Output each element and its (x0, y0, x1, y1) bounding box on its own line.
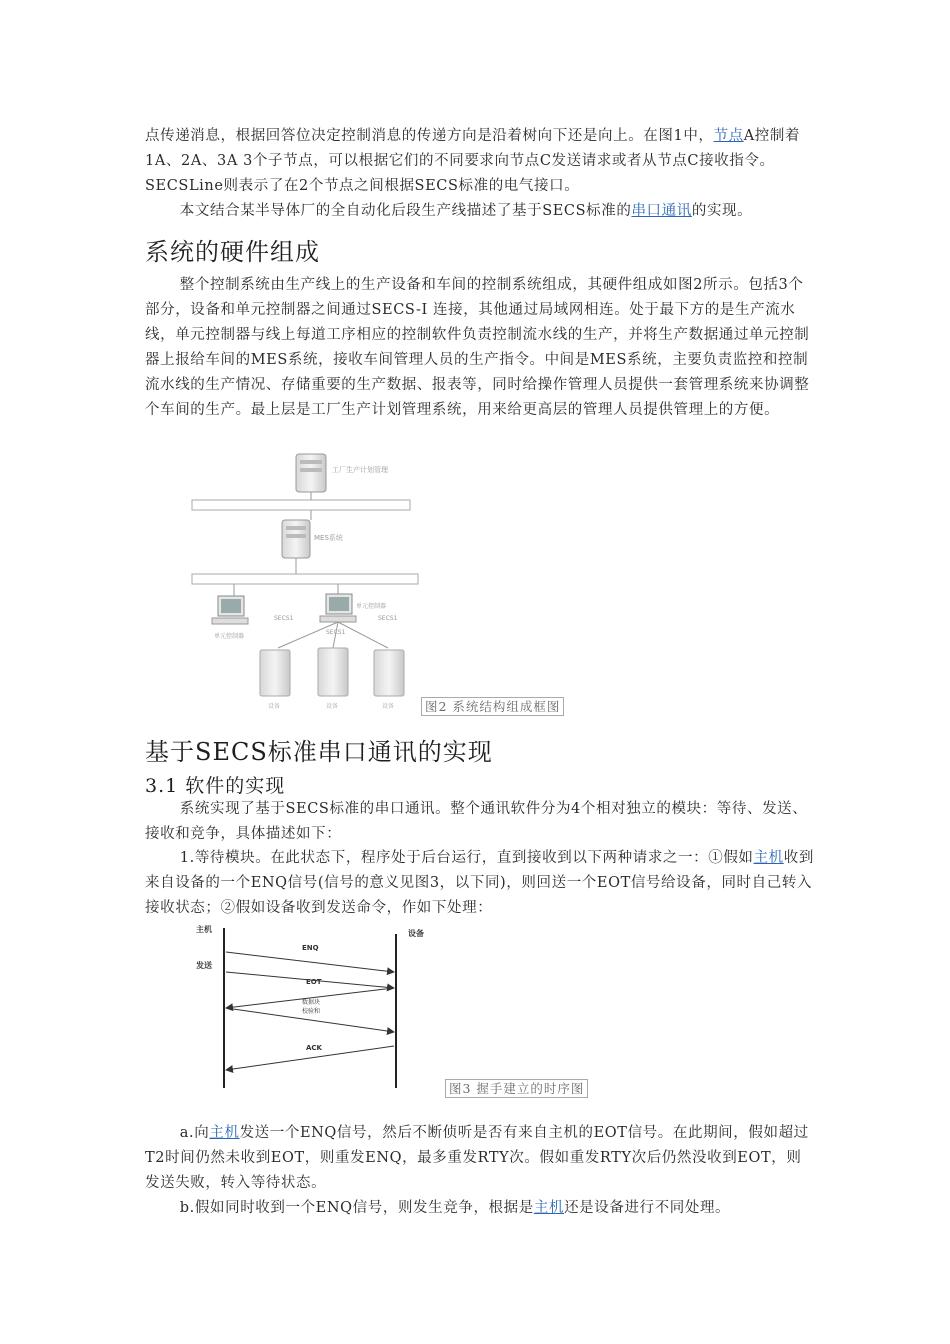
lan-bus-mid (192, 574, 418, 584)
link-host[interactable]: 主机 (753, 850, 784, 866)
unit-controller-mid-icon (320, 594, 356, 622)
text-run: 收到来自设备的一个ENQ信号(信号的意义见图3，以下同)，则回送一个EOT信号给设备，同时自己转入接收状态；②假如设备收到发送命令，作如下处理： (145, 850, 814, 916)
lan-bus-top (192, 500, 410, 510)
unit-controller-left-icon (212, 596, 248, 624)
planning-server-icon (296, 454, 326, 492)
figure-2-caption: 图2 系统结构组成框图 (421, 697, 564, 716)
text-run: 本文结合某半导体厂的全自动化后段生产线描述了基于SECS标准的 (179, 203, 632, 219)
text-run: A控制着1A、2A、3A 3个子节点，可以根据它们的不同要求向节点C发送请求或者从节点C接收指令。SECSLine则表示了在2个节点之间根据SECS标准的电气接口。 (145, 128, 801, 194)
system-structure-diagram (188, 448, 618, 718)
link-host[interactable]: 主机 (209, 1125, 240, 1141)
data-block-label: 数据块 (302, 999, 321, 1006)
eot-label: EOT (306, 978, 322, 986)
link-host[interactable]: 主机 (533, 1200, 565, 1216)
equipment-label: 设备 (382, 703, 395, 710)
unit-controller-left-label: 单元控制器 (214, 633, 245, 640)
secs-label-a: SECS1 (274, 615, 294, 622)
equipment-icon (260, 648, 404, 696)
text-run: 1.等待模块。在此状态下，程序处于后台运行，直到接收到以下两种请求之一：①假如 (179, 850, 754, 866)
paragraph-send-b (145, 1196, 815, 1221)
paragraph-wait-module (145, 846, 815, 921)
ack-label: ACK (306, 1044, 322, 1052)
equipment-label: 设备 (268, 703, 281, 710)
enq-label: ENQ (302, 944, 319, 952)
secs-label-b: SECS1 (326, 629, 346, 636)
heading-secs: 基于SECS标准串口通讯的实现 (145, 738, 493, 766)
text-run: 的实现。 (691, 203, 753, 219)
heading-3-1: 3.1 软件的实现 (145, 775, 286, 797)
figure-3-caption: 图3 握手建立的时序图 (445, 1079, 588, 1098)
planning-server-label: 工厂生产计划管理 (332, 466, 388, 474)
paragraph-software: 系统实现了基于SECS标准的串口通讯。整个通讯软件分为4个相对独立的模块：等待、发送、接收和竞争，具体描述如下： (145, 801, 808, 842)
text-run: 还是设备进行不同处理。 (564, 1200, 731, 1216)
paragraph-send-a (145, 1121, 815, 1196)
mes-server-icon (282, 520, 310, 558)
equipment-label: 设备 (326, 703, 339, 710)
checksum-label: 校验和 (302, 1008, 321, 1015)
secs-label-c: SECS1 (378, 615, 398, 622)
text-run: 发送一个ENQ信号，然后不断侦听是否有来自主机的EOT信号。在此期间，假如超过T2时间仍然未收到EOT，则重发ENQ，最多重发RTY次。假如重发RTY次后仍然没收到EOT，则发送失败，转入等待状态。 (145, 1125, 809, 1191)
link-serial-comm[interactable]: 串口通讯 (631, 203, 692, 219)
link-node[interactable]: 节点 (713, 128, 744, 144)
host-label: 主机 (196, 925, 212, 934)
text-run: b.假如同时收到一个ENQ信号，则发生竞争，根据是 (179, 1200, 534, 1216)
paragraph-node-control (145, 124, 815, 199)
send-label: 发送 (196, 961, 212, 970)
paragraph-intro (145, 199, 815, 224)
unit-controller-mid-label: 单元控制器 (356, 603, 387, 610)
paragraph-hardware: 整个控制系统由生产线上的生产设备和车间的控制系统组成，其硬件组成如图2所示。包括3个部分，设备和单元控制器之间通过SECS-Ⅰ 连接，其他通过局域网相连。处于最下方的是生产流水线，单元控制器与线上每道工序相应的控制软件负责控制流水线的生产，并将生产数据通过单元控制器上报给车间的MES系统，接收车间管理人员的生产指令。中间是MES系统，主要负责监控和控制流水线的生产情况、存储重要的生产数据、报表等，同时给操作管理人员提供一套管理系统来协调整个车间的生产。最上层是工厂生产计划管理系统，用来给更高层的管理人员提供管理上的方便。 (145, 277, 810, 418)
handshake-timing-diagram (190, 920, 450, 1092)
device-label: 设备 (408, 929, 424, 938)
text-run: a.向 (179, 1125, 210, 1141)
heading-hardware: 系统的硬件组成 (145, 238, 320, 266)
mes-label: MES系统 (314, 534, 343, 542)
enq-arrow (226, 952, 394, 972)
text-run: 点传递消息，根据回答位决定控制消息的传递方向是沿着树向下还是向上。在图1中， (145, 128, 714, 144)
